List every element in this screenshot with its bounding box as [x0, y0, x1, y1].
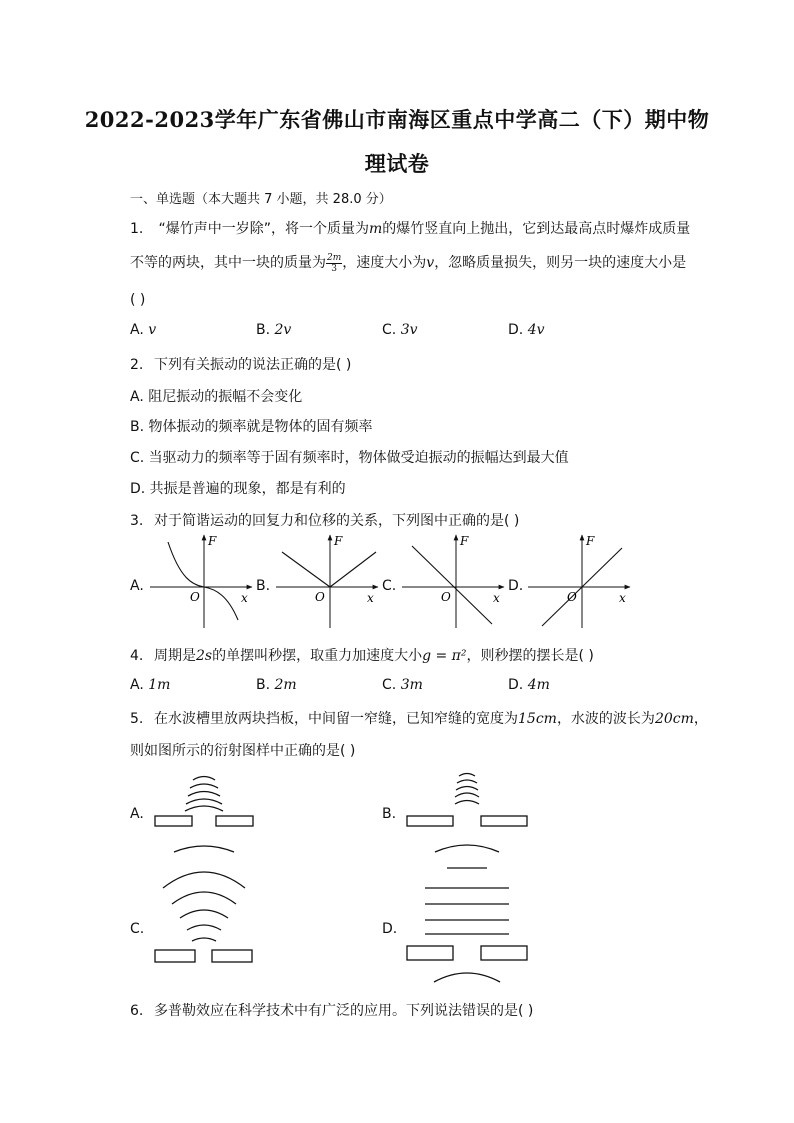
left-barrier	[407, 946, 453, 960]
option-label: C.	[382, 677, 397, 693]
axis-f-label: F	[586, 534, 595, 548]
question-number: 4.	[130, 648, 144, 664]
axis-f-label: F	[460, 534, 469, 548]
left-barrier	[155, 950, 195, 962]
q3-graph-d[interactable]	[528, 534, 630, 628]
q5-diagram-c[interactable]	[155, 872, 252, 962]
q3-option-b-label[interactable]: B.	[256, 578, 271, 594]
question-5-line2: 则如图所示的衍射图样中正确的是( )	[130, 743, 356, 759]
diffracted-wave-arc	[435, 845, 499, 852]
question-text: 的单摆叫秒摆，取重力加速度大小	[212, 648, 423, 664]
slit-width: 15cm	[518, 711, 557, 727]
option-label: B.	[256, 677, 271, 693]
origin-label: O	[441, 590, 451, 604]
option-value: v	[148, 322, 157, 338]
question-text: ，水波的波长为	[556, 711, 655, 727]
question-number: 5.	[130, 711, 144, 727]
incident-wave-arc	[186, 799, 222, 804]
incident-wave-arc	[190, 784, 218, 788]
option-value: 4m	[527, 677, 550, 693]
option-value: 1m	[148, 677, 171, 693]
incident-wave-arc	[188, 792, 220, 797]
q3-option-c-label[interactable]: C.	[382, 578, 397, 594]
q2-option-c[interactable]: C. 当驱动力的频率等于固有频率时，物体做受迫振动的振幅达到最大值	[130, 450, 569, 466]
incident-wave-arc	[185, 806, 223, 811]
question-number: 6.	[130, 1003, 144, 1019]
question-text: ，	[693, 711, 708, 727]
right-barrier	[216, 816, 253, 826]
q4-option-b[interactable]	[256, 677, 297, 693]
section-heading: 一、单选题（本大题共 7 小题，共 28.0 分）	[130, 192, 392, 207]
question-text: ，速度大小为	[342, 255, 427, 271]
option-label: D.	[508, 322, 524, 338]
exam-title-line2: 理试卷	[364, 151, 430, 176]
q5-diagram-b[interactable]	[407, 774, 527, 869]
line-right	[330, 552, 376, 587]
question-number: 2.	[130, 357, 144, 373]
incident-wave-arc	[455, 801, 479, 805]
q5-option-b-label[interactable]: B.	[382, 806, 397, 822]
q3-graph-c[interactable]	[402, 534, 504, 628]
q2-option-a[interactable]: A. 阻尼振动的振幅不会变化	[130, 389, 303, 405]
option-value: 3m	[400, 677, 423, 693]
fraction-denominator: 3	[331, 263, 337, 274]
diffracted-wave-arc	[174, 846, 234, 852]
origin-label: O	[567, 590, 577, 604]
symbol-2s: 2s	[196, 648, 213, 664]
option-value: 3v	[400, 322, 418, 338]
curve	[168, 542, 238, 620]
incident-wave-arc	[459, 774, 475, 777]
q5-diagram-a[interactable]	[155, 777, 253, 853]
origin-label: O	[315, 590, 325, 604]
diffracted-wave-arc	[434, 973, 500, 982]
option-label: D.	[508, 677, 524, 693]
symbol-v: v	[426, 255, 435, 271]
option-label: C.	[382, 322, 397, 338]
option-value: 2v	[274, 322, 292, 338]
q3-option-d-label[interactable]: D.	[508, 578, 524, 594]
q5-option-d-label[interactable]: D.	[382, 921, 398, 937]
axis-x-label: x	[493, 591, 500, 605]
line	[412, 546, 492, 624]
axis-x-label: x	[241, 591, 248, 605]
diffracted-wave-arc	[172, 892, 236, 904]
fraction-numerator: 2m	[327, 252, 342, 263]
question-6-stem	[130, 1000, 533, 1020]
question-text: 对于简谐运动的回复力和位移的关系，下列图中正确的是( )	[154, 513, 520, 529]
incident-wave-arc	[455, 793, 479, 797]
option-label: A.	[130, 322, 144, 338]
question-5-line1	[130, 708, 708, 728]
q4-option-a[interactable]	[130, 677, 170, 693]
question-text: 下列有关振动的说法正确的是( )	[154, 357, 352, 373]
option-label: B.	[256, 322, 271, 338]
question-1-line3: ( )	[130, 292, 146, 308]
origin-label: O	[190, 590, 200, 604]
axis-x-label: x	[619, 591, 626, 605]
option-value: 4v	[527, 322, 545, 338]
q3-option-a-label[interactable]: A.	[130, 578, 144, 594]
q5-option-c-label[interactable]: C.	[130, 921, 145, 937]
q2-option-d[interactable]: D. 共振是普遍的现象，都是有利的	[130, 481, 346, 497]
diffracted-wave-arc	[180, 910, 228, 918]
q3-graph-a[interactable]	[150, 534, 252, 628]
incident-wave-arc	[457, 780, 477, 783]
right-barrier	[481, 816, 527, 826]
left-barrier	[155, 816, 192, 826]
q5-diagram-d[interactable]	[407, 888, 527, 982]
q4-option-d[interactable]	[508, 677, 550, 693]
diffracted-wave-arc	[187, 925, 221, 930]
option-label: A.	[130, 677, 144, 693]
axis-f-label: F	[208, 534, 217, 548]
right-barrier	[212, 950, 252, 962]
q3-graph-b[interactable]	[276, 534, 378, 628]
incident-wave-arc	[456, 787, 478, 791]
q5-option-a-label[interactable]: A.	[130, 806, 144, 822]
question-text: ，忽略质量损失，则另一块的速度大小是	[434, 255, 687, 271]
question-text: 在水波槽里放两块挡板，中间留一窄缝，已知窄缝的宽度为	[154, 711, 518, 727]
right-barrier	[481, 946, 527, 960]
question-number: 3.	[130, 513, 144, 529]
question-text: “爆竹声中一岁除”，将一个质量为	[158, 221, 369, 237]
symbol-m: m	[368, 221, 383, 237]
question-text: 周期是	[154, 648, 196, 664]
question-number: 1.	[130, 221, 144, 237]
question-text: 的爆竹竖直向上抛出，它到达最高点时爆炸成质量	[382, 221, 691, 237]
exam-title-line1: 2022-2023学年广东省佛山市南海区重点中学高二（下）期中物	[84, 107, 710, 132]
wavelength: 20cm	[654, 711, 694, 727]
q2-option-b[interactable]: B. 物体振动的频率就是物体的固有频率	[130, 419, 373, 435]
question-text: 多普勒效应在科学技术中有广泛的应用。下列说法错误的是( )	[154, 1003, 534, 1019]
formula-g: g = π²	[422, 648, 467, 664]
question-text: ，则秒摆的摆长是( )	[466, 648, 594, 664]
line-left	[282, 552, 330, 587]
question-text: 不等的两块，其中一块的质量为	[130, 255, 326, 271]
option-value: 2m	[274, 677, 297, 693]
incident-wave-arc	[193, 777, 215, 781]
axis-x-label: x	[367, 591, 374, 605]
left-barrier	[407, 816, 453, 826]
axis-f-label: F	[334, 534, 343, 548]
diffracted-wave-arc	[163, 872, 245, 888]
question-4-stem	[130, 645, 594, 665]
diffracted-wave-arc	[192, 938, 216, 941]
q4-option-c[interactable]	[382, 677, 423, 693]
